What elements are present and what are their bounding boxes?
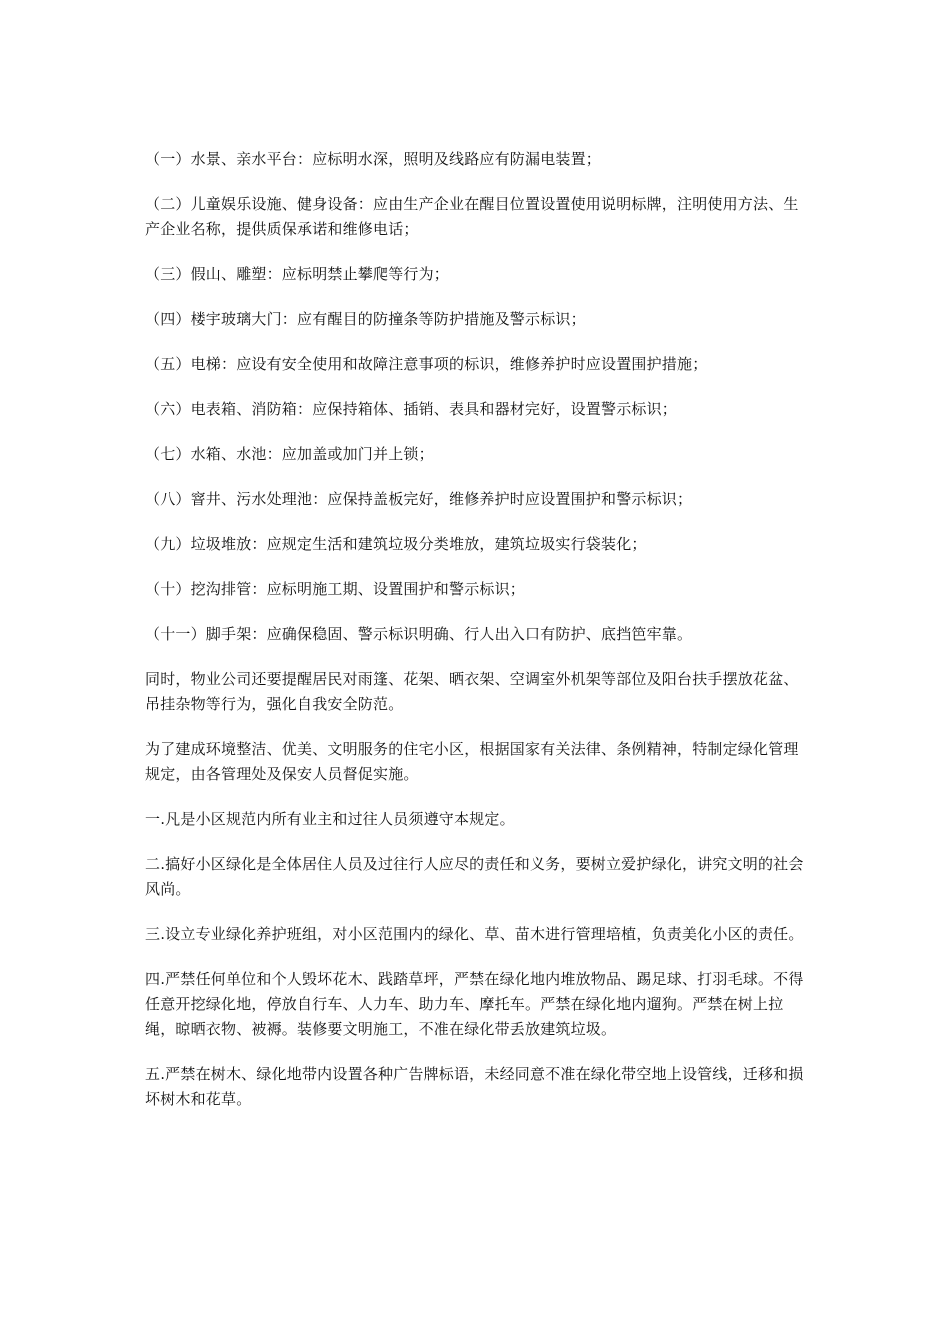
paragraph-18: 五.严禁在树木、绿化地带内设置各种广告牌标语，未经同意不准在绿化带空地上设管线，迁移和损坏树木和花草。 [145,1065,804,1108]
paragraph-15: 二.搞好小区绿化是全体居住人员及过往行人应尽的责任和义务，要树立爱护绿化，讲究文明的社会风尚。 [145,855,804,898]
paragraph-2: （二）儿童娱乐设施、健身设备：应由生产企业在醒目位置设置使用说明标牌，注明使用方法、生产企业名称，提供质保承诺和维修电话； [145,195,799,238]
paragraph-6: （六）电表箱、消防箱：应保持箱体、插销、表具和器材完好，设置警示标识； [145,400,678,418]
paragraph-10: （十）挖沟排管：应标明施工期、设置围护和警示标识； [145,580,526,598]
paragraph-11: （十一）脚手架：应确保稳固、警示标识明确、行人出入口有防护、底挡笆牢靠。 [145,625,693,643]
document-body [145,147,810,1132]
paragraph-9: （九）垃圾堆放：应规定生活和建筑垃圾分类堆放，建筑垃圾实行袋装化； [145,535,647,553]
paragraph-16: 三.设立专业绿化养护班组，对小区范围内的绿化、草、苗木进行管理培植，负责美化小区的责任。 [145,925,804,943]
paragraph-7: （七）水箱、水池：应加盖或加门并上锁； [145,445,434,463]
paragraph-13: 为了建成环境整洁、优美、文明服务的住宅小区，根据国家有关法律、条例精神，特制定绿化管理规定，由各管理处及保安人员督促实施。 [145,740,799,783]
paragraph-14: 一.凡是小区规范内所有业主和过往人员须遵守本规定。 [145,810,515,828]
paragraph-8: （八）窨井、污水处理池：应保持盖板完好，维修养护时应设置围护和警示标识； [145,490,693,508]
paragraph-5: （五）电梯：应设有安全使用和故障注意事项的标识，维修养护时应设置围护措施； [145,355,708,373]
paragraph-4: （四）楼宇玻璃大门：应有醒目的防撞条等防护措施及警示标识； [145,310,586,328]
paragraph-17: 四.严禁任何单位和个人毁坏花木、践踏草坪，严禁在绿化地内堆放物品、踢足球、打羽毛球。不得任意开挖绿化地，停放自行车、人力车、助力车、摩托车。严禁在绿化地内遛狗。严禁在树上拉绳，晾晒衣物、被褥。装修要文明施工，不准在绿化带丢放建筑垃圾。 [145,970,804,1038]
paragraph-12: 同时，物业公司还要提醒居民对雨篷、花架、晒衣架、空调室外机架等部位及阳台扶手摆放花盆、吊挂杂物等行为，强化自我安全防范。 [145,670,799,713]
paragraph-1: （一）水景、亲水平台：应标明水深，照明及线路应有防漏电装置； [145,150,602,168]
paragraph-3: （三）假山、雕塑：应标明禁止攀爬等行为； [145,265,450,283]
